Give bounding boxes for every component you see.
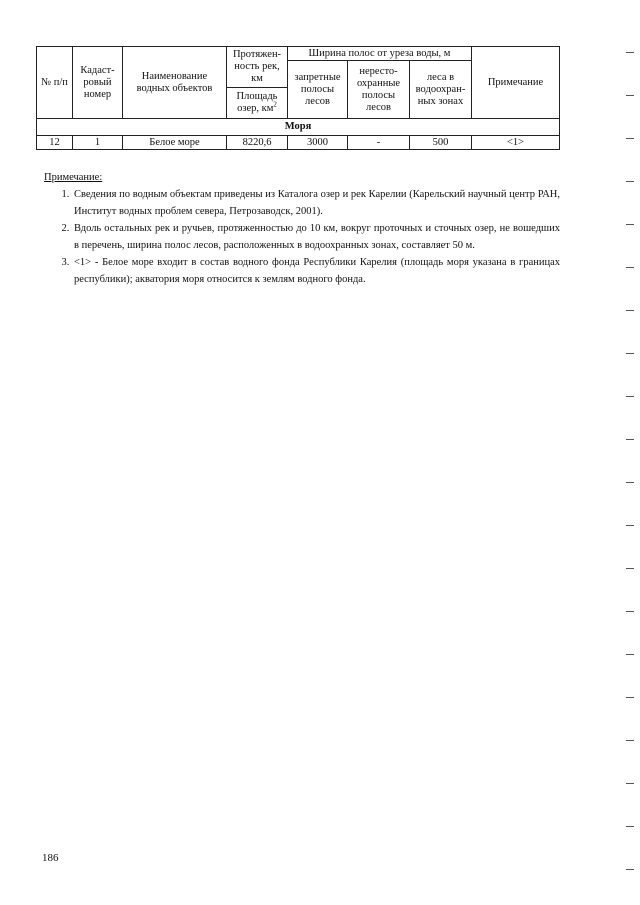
scan-edge-tick: [626, 568, 634, 569]
cell-protection: 500: [410, 136, 472, 150]
cell-num: 12: [37, 136, 73, 150]
cell-name: Белое море: [123, 136, 227, 150]
cell-forbidden: 3000: [288, 136, 348, 150]
header-area: [227, 88, 288, 119]
section-title: Моря: [37, 119, 560, 136]
header-row-1: [37, 47, 560, 61]
cell-note: <1>: [472, 136, 560, 150]
scan-edge-tick: [626, 138, 634, 139]
notes-section: [44, 169, 560, 288]
header-cadastral: Кадаст-ровый номер: [73, 47, 123, 119]
cell-cadastral: 1: [73, 136, 123, 150]
table-row: [37, 136, 560, 150]
scan-edge-tick: [626, 482, 634, 483]
header-num: № п/п: [37, 47, 73, 119]
note-item-2: 2. Вдоль остальных рек и ручьев, протяженностью до 10 км, вокруг проточных и сточных озер, не вошедших в перечень, ширина полос лесов, расположенных в водоохранных зонах, составляет 50 м.: [72, 220, 560, 254]
scan-edge-tick: [626, 740, 634, 741]
scan-edge-tick: [626, 95, 634, 96]
scan-edge-tick: [626, 697, 634, 698]
scan-edge-tick: [626, 267, 634, 268]
scan-edge-tick: [626, 181, 634, 182]
scan-edge-marks: [616, 0, 640, 905]
header-name: Наименование водных объектов: [123, 47, 227, 119]
scan-edge-tick: [626, 310, 634, 311]
notes-heading: Примечание:: [44, 172, 103, 183]
header-length: Протяжен-ность рек, км: [227, 47, 288, 88]
scan-edge-tick: [626, 52, 634, 53]
scan-edge-tick: [626, 869, 634, 870]
scan-edge-tick: [626, 525, 634, 526]
header-area-label: Площадь озер, км: [236, 91, 278, 114]
cell-value: 8220,6: [227, 136, 288, 150]
scan-edge-tick: [626, 439, 634, 440]
scan-edge-tick: [626, 783, 634, 784]
header-width-group: Ширина полос от уреза воды, м: [288, 47, 472, 61]
header-protection: леса в водоохран-ных зонах: [410, 61, 472, 119]
scan-edge-tick: [626, 353, 634, 354]
section-row: [37, 119, 560, 136]
scan-edge-tick: [626, 826, 634, 827]
scan-edge-tick: [626, 224, 634, 225]
note-item-3: 3. <1> - Белое море входит в состав водного фонда Республики Карелия (площадь моря указана в границах республики); акватория моря относится к землям водного фонда.: [72, 254, 560, 288]
cell-spawning: -: [348, 136, 410, 150]
header-note: Примечание: [472, 47, 560, 119]
page-number: 186: [42, 852, 59, 864]
scan-edge-tick: [626, 396, 634, 397]
water-objects-table: [36, 46, 560, 150]
notes-list: [44, 186, 560, 288]
header-spawning: нересто-охранные полосы лесов: [348, 61, 410, 119]
scan-edge-tick: [626, 654, 634, 655]
header-forbidden: запретные полосы лесов: [288, 61, 348, 119]
note-item-1: 1. Сведения по водным объектам приведены из Каталога озер и рек Карелии (Карельский научный центр РАН, Институт водных проблем севера, Петрозаводск, 2001).: [72, 186, 560, 220]
header-area-sup: 2: [273, 100, 277, 109]
scan-edge-tick: [626, 611, 634, 612]
